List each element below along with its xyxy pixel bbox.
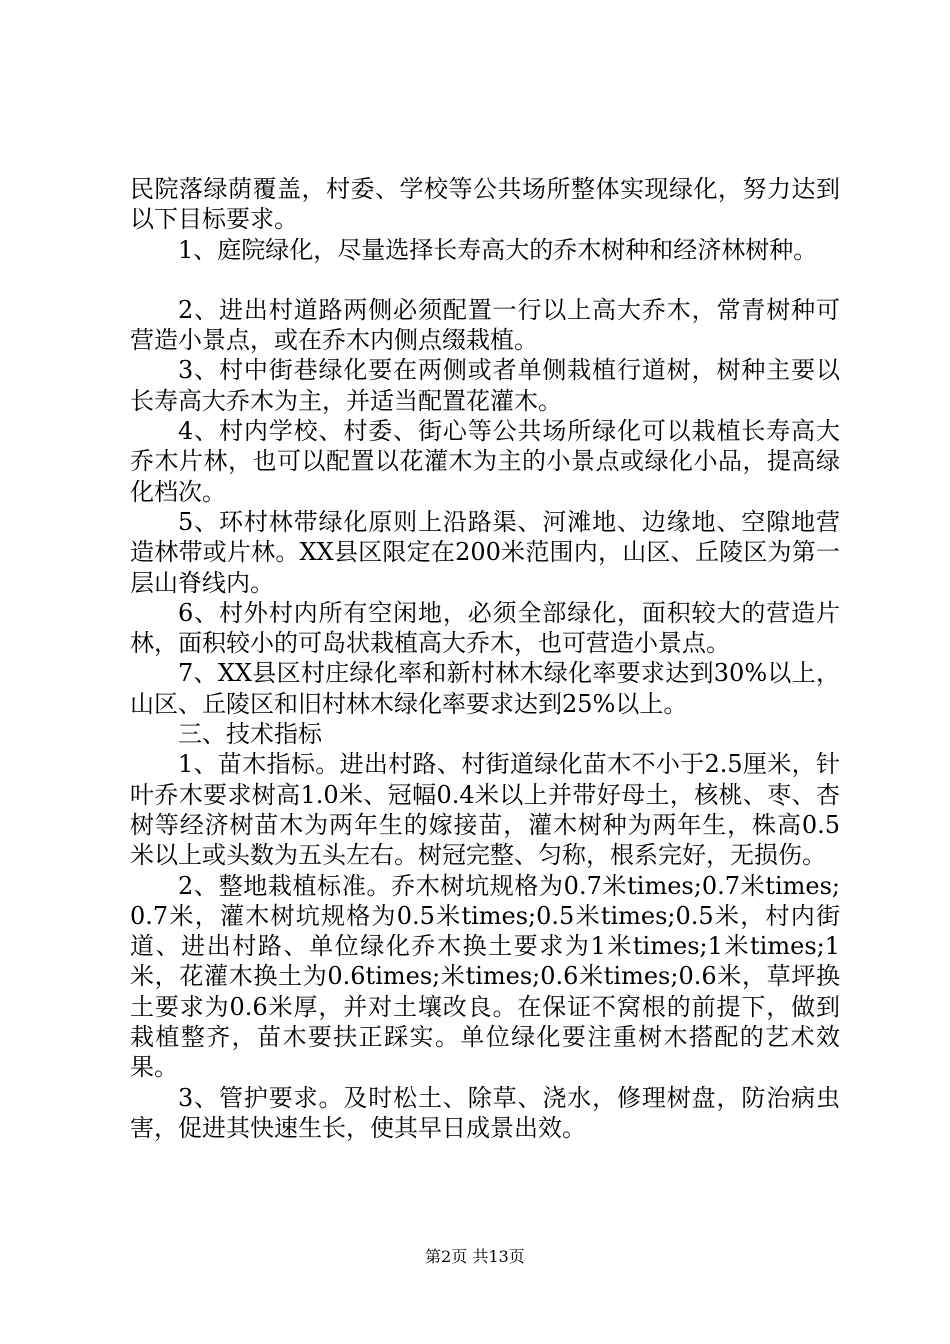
paragraph-item-1: 1、庭院绿化，尽量选择长寿高大的乔木树种和经济林树种。	[178, 235, 818, 264]
paragraph-tech-1: 1、苗木指标。进出村路、村街道绿化苗木不小于2.5厘米，针叶乔木要求树高1.0米、冠幅0.4米以上并带好母土，核桃、枣、杏树等经济树苗木为两年生的嫁接苗，灌木树种为两年生，株高0.5米以上或头数为五头左右。树冠完整、匀称，根系完好，无损伤。	[130, 750, 840, 870]
paragraph-item-2: 2、进出村道路两侧必须配置一行以上高大乔木，常青树种可营造小景点，或在乔木内侧点缀栽植。	[130, 295, 840, 355]
paragraph-intro: 民院落绿荫覆盖，村委、学校等公共场所整体实现绿化，努力达到以下目标要求。	[130, 175, 840, 234]
document-body	[130, 174, 840, 1143]
paragraph-item-4: 4、村内学校、村委、街心等公共场所绿化可以栽植长寿高大乔木片林，也可以配置以花灌木为主的小景点或绿化小品，提高绿化档次。	[130, 417, 840, 506]
section-heading: 三、技术指标	[178, 720, 322, 749]
paragraph-tech-2: 2、整地栽植标准。乔木树坑规格为0.7米times;0.7米times;0.7米，灌木树坑规格为0.5米times;0.5米times;0.5米，村内街道、进出村路、单位绿化乔木换土要求为1米times;1米times;1米，花灌木换土为0.6times;米times;0.6米times;0.6米，草坪换土要求为0.6米厚，并对土壤改良。在保证不窝根的前提下，做到栽植整齐，苗木要扶正踩实。单位绿化要注重树木搭配的艺术效果。	[130, 871, 840, 1082]
paragraph-item-6: 6、村外村内所有空闲地，必须全部绿化，面积较大的营造片林，面积较小的可岛状栽植高大乔木，也可营造小景点。	[130, 598, 840, 658]
paragraph-item-7: 7、XX县区村庄绿化率和新村林木绿化率要求达到30%以上，山区、丘陵区和旧村林木绿化率要求达到25%以上。	[130, 659, 840, 718]
paragraph-tech-3: 3、管护要求。及时松土、除草、浇水，修理树盘，防治病虫害，促进其快速生长，使其早日成景出效。	[130, 1083, 840, 1142]
paragraph-item-3: 3、村中街巷绿化要在两侧或者单侧栽植行道树，树种主要以长寿高大乔木为主，并适当配置花灌木。	[130, 356, 840, 415]
paragraph-item-5: 5、环村林带绿化原则上沿路渠、河滩地、边缘地、空隙地营造林带或片林。XX县区限定在200米范围内，山区、丘陵区为第一层山脊线内。	[130, 507, 840, 597]
page-number-footer: 第2页 共13页	[425, 1247, 525, 1266]
